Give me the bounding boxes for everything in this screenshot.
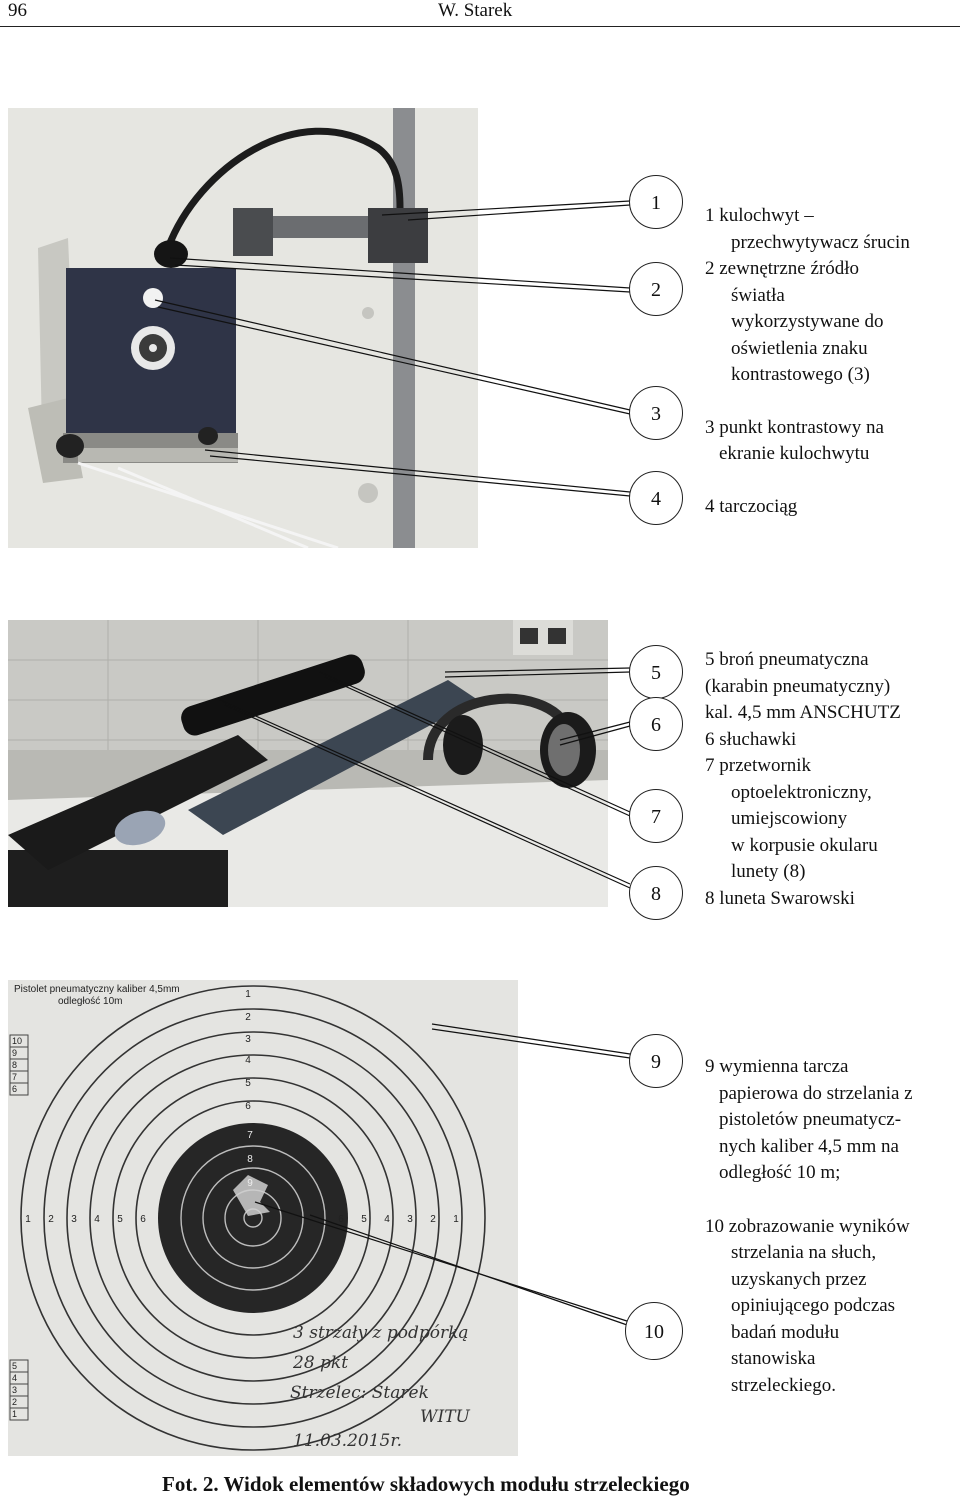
- legend-item-2: 2 zewnętrzne źródło światła wykorzystywane do oświetlenia znaku kontrastowego (3): [705, 258, 884, 385]
- callout-1: 1: [629, 175, 683, 229]
- ring-number: 3: [245, 1034, 251, 1045]
- ring-number-inner: 9: [247, 1178, 253, 1189]
- page-header: [0, 0, 960, 27]
- ring-number: 5: [361, 1214, 367, 1225]
- callout-5: 5: [629, 645, 683, 699]
- ring-number: 1: [453, 1214, 459, 1225]
- handwriting-line: Strzelec: Starek: [290, 1383, 429, 1403]
- callout-7: 7: [629, 789, 683, 843]
- callout-8: 8: [629, 866, 683, 920]
- running-head: W. Starek: [438, 0, 513, 21]
- score-box-label: 9: [12, 1048, 18, 1058]
- ring-number: 3: [71, 1214, 77, 1225]
- ring-number: 2: [48, 1214, 54, 1225]
- handwriting-line: 11.03.2015r.: [293, 1431, 402, 1451]
- ring-number: 2: [245, 1012, 251, 1023]
- legend-item-8: 8 luneta Swarowski: [705, 887, 855, 909]
- ring-number: 6: [338, 1214, 344, 1225]
- ring-number: 5: [117, 1214, 123, 1225]
- legend-item-7: 7 przetwornik optoelektroniczny, umiejscowiony w korpusie okularu lunety (8): [705, 755, 878, 882]
- photo-bullet-trap: [8, 108, 478, 548]
- ring-number: 1: [25, 1214, 31, 1225]
- callout-10: 10: [625, 1302, 683, 1360]
- score-box-label: 8: [12, 1060, 18, 1070]
- ring-number: 4: [384, 1214, 390, 1225]
- handwriting-line: WITU: [420, 1407, 470, 1427]
- legend-item-3: 3 punkt kontrastowy na ekranie kulochwytu: [705, 416, 884, 464]
- ring-number: 2: [430, 1214, 436, 1225]
- legend-photo-3: [705, 1054, 913, 1399]
- ring-number: 6: [245, 1101, 251, 1112]
- page-number: 96: [8, 0, 27, 21]
- target-header-line1: Pistolet pneumatyczny kaliber 4,5mm: [14, 984, 180, 995]
- callout-6: 6: [629, 697, 683, 751]
- score-box-label: 5: [12, 1361, 18, 1371]
- callout-9: 9: [629, 1034, 683, 1088]
- legend-photo-2: [705, 647, 901, 912]
- ring-number: 1: [245, 989, 251, 1000]
- legend-photo-1: [705, 203, 910, 520]
- figure-caption: Fot. 2. Widok elementów składowych modułu strzeleckiego: [162, 1472, 690, 1496]
- ring-number: 5: [245, 1078, 251, 1089]
- score-box-label: 3: [12, 1385, 18, 1395]
- callout-2: 2: [629, 262, 683, 316]
- photo-air-rifle: [8, 620, 608, 907]
- ring-number-inner: 8: [247, 1154, 253, 1165]
- callout-4: 4: [629, 471, 683, 525]
- score-box-label: 6: [12, 1084, 18, 1094]
- ring-number: 4: [245, 1055, 251, 1066]
- ring-number-inner: 7: [247, 1130, 253, 1141]
- legend-item-9: 9 wymienna tarcza papierowa do strzelania z pistoletów pneumatycz- nych kaliber 4,5 mm na odległość 10 m;: [705, 1056, 913, 1183]
- ring-number: 3: [407, 1214, 413, 1225]
- legend-item-10: 10 zobrazowanie wyników strzelania na słuch, uzyskanych przez opiniującego podczas badań modułu stanowiska strzeleckiego.: [705, 1215, 910, 1396]
- legend-item-1: 1 kulochwyt – przechwytywacz śrucin: [705, 205, 910, 253]
- handwriting-line: 3 strzały z podpórką: [293, 1323, 469, 1343]
- score-box-label: 1: [12, 1409, 18, 1419]
- legend-item-4: 4 tarczociąg: [705, 495, 798, 517]
- score-box-label: 2: [12, 1397, 18, 1407]
- photo-paper-target: [8, 980, 518, 1456]
- target-header-line2: odległość 10m: [58, 996, 123, 1007]
- score-box-label: 4: [12, 1373, 18, 1383]
- callout-3: 3: [629, 386, 683, 440]
- handwriting-line: 28 pkt: [293, 1353, 349, 1373]
- legend-item-6: 6 słuchawki: [705, 728, 797, 750]
- legend-item-5: 5 broń pneumatyczna (karabin pneumatyczny) kal. 4,5 mm ANSCHUTZ: [705, 649, 901, 723]
- ring-number: 4: [94, 1214, 100, 1225]
- score-box-label: 7: [12, 1072, 18, 1082]
- score-box-label: 10: [12, 1036, 23, 1046]
- ring-number: 6: [140, 1214, 146, 1225]
